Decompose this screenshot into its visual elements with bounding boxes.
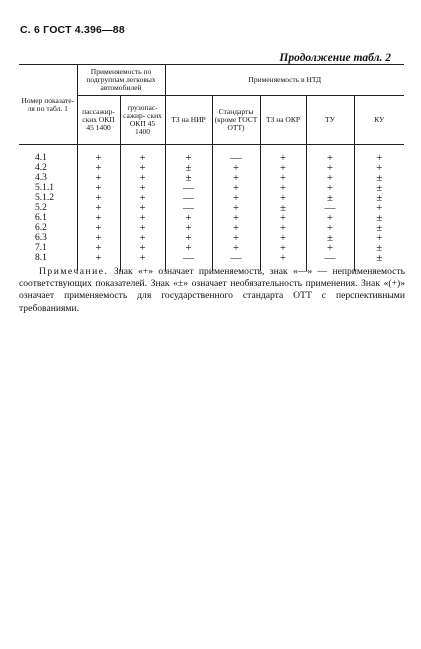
applicability-cell: + xyxy=(165,233,212,243)
table-row xyxy=(19,193,404,203)
table-note xyxy=(19,266,405,315)
col-standards-header: Стандарты (кроме ГОСТ ОТТ) xyxy=(212,96,260,145)
applicability-cell: + xyxy=(77,213,120,223)
applicability-cell: + xyxy=(260,213,306,223)
indicator-number: 6.1 xyxy=(35,213,47,223)
ntd-applicability-header: Применяемость в НТД xyxy=(165,65,404,96)
applicability-cell: — xyxy=(165,203,212,213)
indicator-number: 4.2 xyxy=(35,163,47,173)
applicability-cell: + xyxy=(77,173,120,183)
applicability-cell: + xyxy=(212,203,260,213)
applicability-cell: + xyxy=(212,243,260,253)
col-tz-okr-header: ТЗ на ОКР xyxy=(260,96,306,145)
applicability-cell: + xyxy=(260,153,306,163)
indicator-number: 4.3 xyxy=(35,173,47,183)
indicator-number: 6.2 xyxy=(35,223,47,233)
applicability-cell: + xyxy=(77,193,120,203)
table-row xyxy=(19,213,404,223)
applicability-cell: ± xyxy=(306,233,354,243)
applicability-cell: — xyxy=(212,253,260,271)
page-header: С. 6 ГОСТ 4.396—88 xyxy=(20,24,125,36)
col-ku-header: КУ xyxy=(354,96,404,145)
applicability-cell: + xyxy=(260,233,306,243)
applicability-cell: + xyxy=(260,253,306,271)
applicability-cell: + xyxy=(306,183,354,193)
table-row xyxy=(19,173,404,183)
applicability-cell: + xyxy=(354,203,404,213)
applicability-cell: + xyxy=(306,153,354,163)
applicability-cell: + xyxy=(77,203,120,213)
indicator-number-header: Номер показате- ля по табл. 1 xyxy=(19,65,77,145)
indicator-number: 7.1 xyxy=(35,243,47,253)
applicability-cell: + xyxy=(120,253,165,271)
applicability-cell: + xyxy=(306,173,354,183)
applicability-cell: + xyxy=(120,173,165,183)
applicability-cell: + xyxy=(212,233,260,243)
applicability-cell: — xyxy=(165,253,212,271)
applicability-cell: — xyxy=(306,203,354,213)
table-row xyxy=(19,153,404,163)
applicability-cell: + xyxy=(120,213,165,223)
applicability-cell: + xyxy=(120,183,165,193)
col-tz-nir-header: ТЗ на НИР xyxy=(165,96,212,145)
applicability-cell: — xyxy=(306,253,354,271)
applicability-cell: ± xyxy=(165,173,212,183)
applicability-cell: + xyxy=(306,213,354,223)
col-cargo-passenger-header: грузопас- сажир- ских ОКП 45 1400 xyxy=(120,96,165,145)
applicability-cell: ± xyxy=(165,163,212,173)
applicability-cell: ± xyxy=(354,253,404,271)
applicability-cell: + xyxy=(306,163,354,173)
applicability-cell: + xyxy=(165,153,212,163)
indicator-number: 5.1.2 xyxy=(35,193,54,203)
applicability-table xyxy=(19,64,404,271)
applicability-cell: + xyxy=(77,153,120,163)
note-lead: Примечание. xyxy=(39,266,109,277)
table-row xyxy=(19,163,404,173)
applicability-cell: ± xyxy=(354,213,404,223)
applicability-cell: + xyxy=(165,213,212,223)
indicator-number: 4.1 xyxy=(35,153,47,163)
applicability-cell: ± xyxy=(354,243,404,253)
applicability-cell: + xyxy=(212,223,260,233)
indicator-number: 5.2 xyxy=(35,203,47,213)
applicability-cell: ± xyxy=(354,173,404,183)
col-passenger-header: пассажир- ских ОКП 45 1400 xyxy=(77,96,120,145)
table-row xyxy=(19,243,404,253)
applicability-cell: — xyxy=(165,193,212,203)
applicability-cell: + xyxy=(306,243,354,253)
applicability-cell: + xyxy=(77,233,120,243)
applicability-cell: + xyxy=(354,153,404,163)
applicability-cell: + xyxy=(260,223,306,233)
applicability-cell: ± xyxy=(354,193,404,203)
applicability-cell: + xyxy=(77,253,120,271)
applicability-cell: + xyxy=(260,183,306,193)
indicator-number: 5.1.1 xyxy=(35,183,54,193)
note-text: Знак «+» означает применяемость, знак «—» — неприменяемость соответствующих показателей. Знак «±» означает необязательность применения. Знак «(+)» означает применяемость для государственного стандарта ОТТ с перспективными требованиями. xyxy=(19,266,405,314)
applicability-cell: + xyxy=(120,243,165,253)
col-tu-header: ТУ xyxy=(306,96,354,145)
applicability-cell: + xyxy=(120,223,165,233)
applicability-cell: ± xyxy=(354,223,404,233)
applicability-cell: + xyxy=(120,163,165,173)
table-row xyxy=(19,223,404,233)
applicability-cell: + xyxy=(165,223,212,233)
table-continuation-label: Продолжение табл. 2 xyxy=(279,52,391,64)
applicability-cell: + xyxy=(260,193,306,203)
table-row xyxy=(19,233,404,243)
applicability-cell: + xyxy=(212,173,260,183)
table-row xyxy=(19,183,404,193)
applicability-cell: + xyxy=(77,163,120,173)
applicability-cell: + xyxy=(306,223,354,233)
applicability-cell: — xyxy=(165,183,212,193)
applicability-cell: + xyxy=(212,213,260,223)
applicability-cell: + xyxy=(77,183,120,193)
applicability-cell: + xyxy=(354,163,404,173)
applicability-cell: + xyxy=(120,193,165,203)
applicability-cell: + xyxy=(212,163,260,173)
applicability-cell: + xyxy=(354,233,404,243)
applicability-cell: — xyxy=(212,153,260,163)
applicability-cell: + xyxy=(120,203,165,213)
applicability-cell: + xyxy=(212,183,260,193)
applicability-cell: + xyxy=(260,173,306,183)
vehicle-subgroup-header: Применяемость по подгруппам легковых автомобилей xyxy=(77,65,165,96)
applicability-cell: ± xyxy=(354,183,404,193)
indicator-number: 8.1 xyxy=(35,253,47,263)
applicability-cell: + xyxy=(120,233,165,243)
applicability-cell: ± xyxy=(260,203,306,213)
applicability-cell: + xyxy=(77,243,120,253)
applicability-cell: + xyxy=(120,153,165,163)
applicability-cell: + xyxy=(260,243,306,253)
table-row xyxy=(19,203,404,213)
applicability-cell: + xyxy=(165,243,212,253)
applicability-cell: ± xyxy=(306,193,354,203)
applicability-cell: + xyxy=(212,193,260,203)
indicator-number: 6.3 xyxy=(35,233,47,243)
applicability-cell: + xyxy=(77,223,120,233)
applicability-cell: + xyxy=(260,163,306,173)
